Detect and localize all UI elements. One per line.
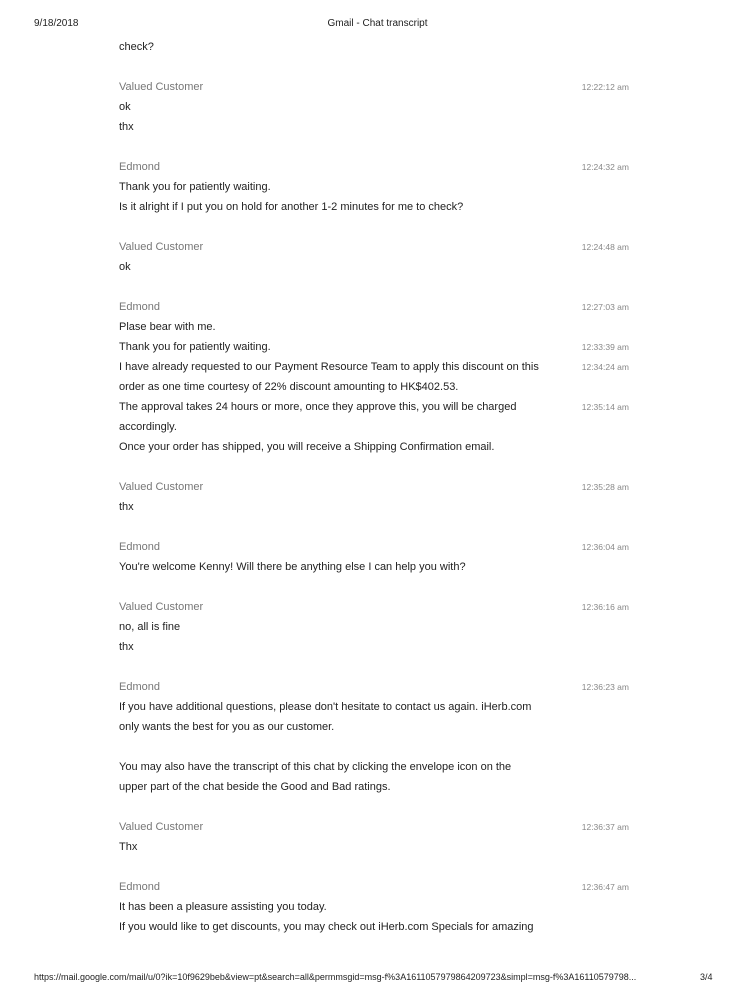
message-spacer (119, 657, 629, 677)
message-line (119, 917, 629, 937)
message-line (119, 97, 629, 117)
message-timestamp: 12:34:24 am (581, 362, 629, 372)
message-line (119, 837, 629, 857)
sender-name-row (119, 477, 629, 497)
print-date: 9/18/2018 (34, 18, 79, 29)
message-spacer (119, 457, 629, 477)
message-timestamp: 12:24:32 am (581, 162, 629, 172)
message-spacer (119, 137, 629, 157)
message-timestamp: 12:24:48 am (581, 242, 629, 252)
message-line (119, 177, 629, 197)
message-line (119, 697, 629, 717)
page-number: 3/4 (700, 972, 713, 982)
message-text: Thank you for patiently waiting. (119, 181, 271, 193)
message-text: I have already requested to our Payment Resource Team to apply this discount on this (119, 361, 539, 373)
sender-name-row (119, 537, 629, 557)
sender-name-row (119, 677, 629, 697)
message-line (119, 337, 629, 357)
message-text: thx (119, 501, 134, 513)
message-line (119, 377, 629, 397)
message-timestamp: 12:35:14 am (581, 402, 629, 412)
sender-name: Edmond (119, 161, 160, 173)
message-spacer (119, 857, 629, 877)
message-spacer (119, 217, 629, 237)
page-title: Gmail - Chat transcript (327, 18, 428, 29)
message-line (119, 37, 629, 57)
message-text: It has been a pleasure assisting you today. (119, 901, 327, 913)
sender-name-row (119, 817, 629, 837)
footer-url[interactable]: https://mail.google.com/mail/u/0?ik=10f9629beb&view=pt&search=all&permmsgid=msg-f%3A1611057979864209723&simpl=msg-f%3A16110579798... (34, 972, 637, 982)
message-line (119, 897, 629, 917)
message-line (119, 557, 629, 577)
message-line (119, 257, 629, 277)
message-text: Plase bear with me. (119, 321, 216, 333)
sender-name: Edmond (119, 301, 160, 313)
message-line (119, 397, 629, 417)
message-line (119, 357, 629, 377)
message-timestamp: 12:27:03 am (581, 302, 629, 312)
sender-name-row (119, 157, 629, 177)
message-spacer (119, 797, 629, 817)
message-text: accordingly. (119, 421, 177, 433)
message-timestamp: 12:36:16 am (581, 602, 629, 612)
message-timestamp: 12:36:23 am (581, 682, 629, 692)
sender-name-row (119, 77, 629, 97)
sender-name: Valued Customer (119, 821, 204, 833)
sender-name: Valued Customer (119, 601, 204, 613)
sender-name: Edmond (119, 541, 160, 553)
sender-name-row (119, 597, 629, 617)
message-text: Thank you for patiently waiting. (119, 341, 271, 353)
sender-name-row (119, 297, 629, 317)
message-spacer (119, 577, 629, 597)
sender-name-row (119, 877, 629, 897)
message-text: ok (119, 261, 131, 273)
message-text: If you would like to get discounts, you may check out iHerb.com Specials for amazing (119, 921, 534, 933)
message-line (119, 497, 629, 517)
message-text: thx (119, 121, 134, 133)
message-spacer (119, 57, 629, 77)
message-line (119, 117, 629, 137)
message-line (119, 437, 629, 457)
message-timestamp: 12:35:28 am (581, 482, 629, 492)
chat-transcript (119, 37, 629, 937)
message-text: You may also have the transcript of this chat by clicking the envelope icon on the (119, 761, 512, 773)
message-line (119, 617, 629, 637)
message-timestamp: 12:22:12 am (581, 82, 629, 92)
sender-name-row (119, 237, 629, 257)
message-line (119, 317, 629, 337)
sender-name: Edmond (119, 681, 160, 693)
message-spacer (119, 277, 629, 297)
message-line (119, 197, 629, 217)
message-text: no, all is fine (119, 621, 181, 633)
sender-name: Valued Customer (119, 481, 204, 493)
message-text: Is it alright if I put you on hold for another 1-2 minutes for me to check? (119, 201, 464, 213)
message-line (119, 777, 629, 797)
message-text: If you have additional questions, please don't hesitate to contact us again. iHerb.com (119, 701, 532, 713)
message-timestamp: 12:36:04 am (581, 542, 629, 552)
message-text: upper part of the chat beside the Good and Bad ratings. (119, 781, 391, 793)
message-timestamp: 12:33:39 am (581, 342, 629, 352)
message-timestamp: 12:36:37 am (581, 822, 629, 832)
message-text: Once your order has shipped, you will receive a Shipping Confirmation email. (119, 441, 495, 453)
message-text: only wants the best for you as our customer. (119, 721, 335, 733)
sender-name: Valued Customer (119, 81, 204, 93)
message-line (119, 757, 629, 777)
message-line (119, 417, 629, 437)
message-text: order as one time courtesy of 22% discount amounting to HK$402.53. (119, 381, 459, 393)
message-text: check? (119, 41, 154, 53)
message-text: Thx (119, 841, 138, 853)
message-spacer (119, 737, 629, 757)
sender-name: Edmond (119, 881, 160, 893)
message-text: You're welcome Kenny! Will there be anything else I can help you with? (119, 561, 466, 573)
message-text: The approval takes 24 hours or more, once they approve this, you will be charged (119, 401, 517, 413)
message-timestamp: 12:36:47 am (581, 882, 629, 892)
sender-name: Valued Customer (119, 241, 204, 253)
message-spacer (119, 517, 629, 537)
message-text: thx (119, 641, 134, 653)
message-text: ok (119, 101, 131, 113)
message-line (119, 717, 629, 737)
message-line (119, 637, 629, 657)
